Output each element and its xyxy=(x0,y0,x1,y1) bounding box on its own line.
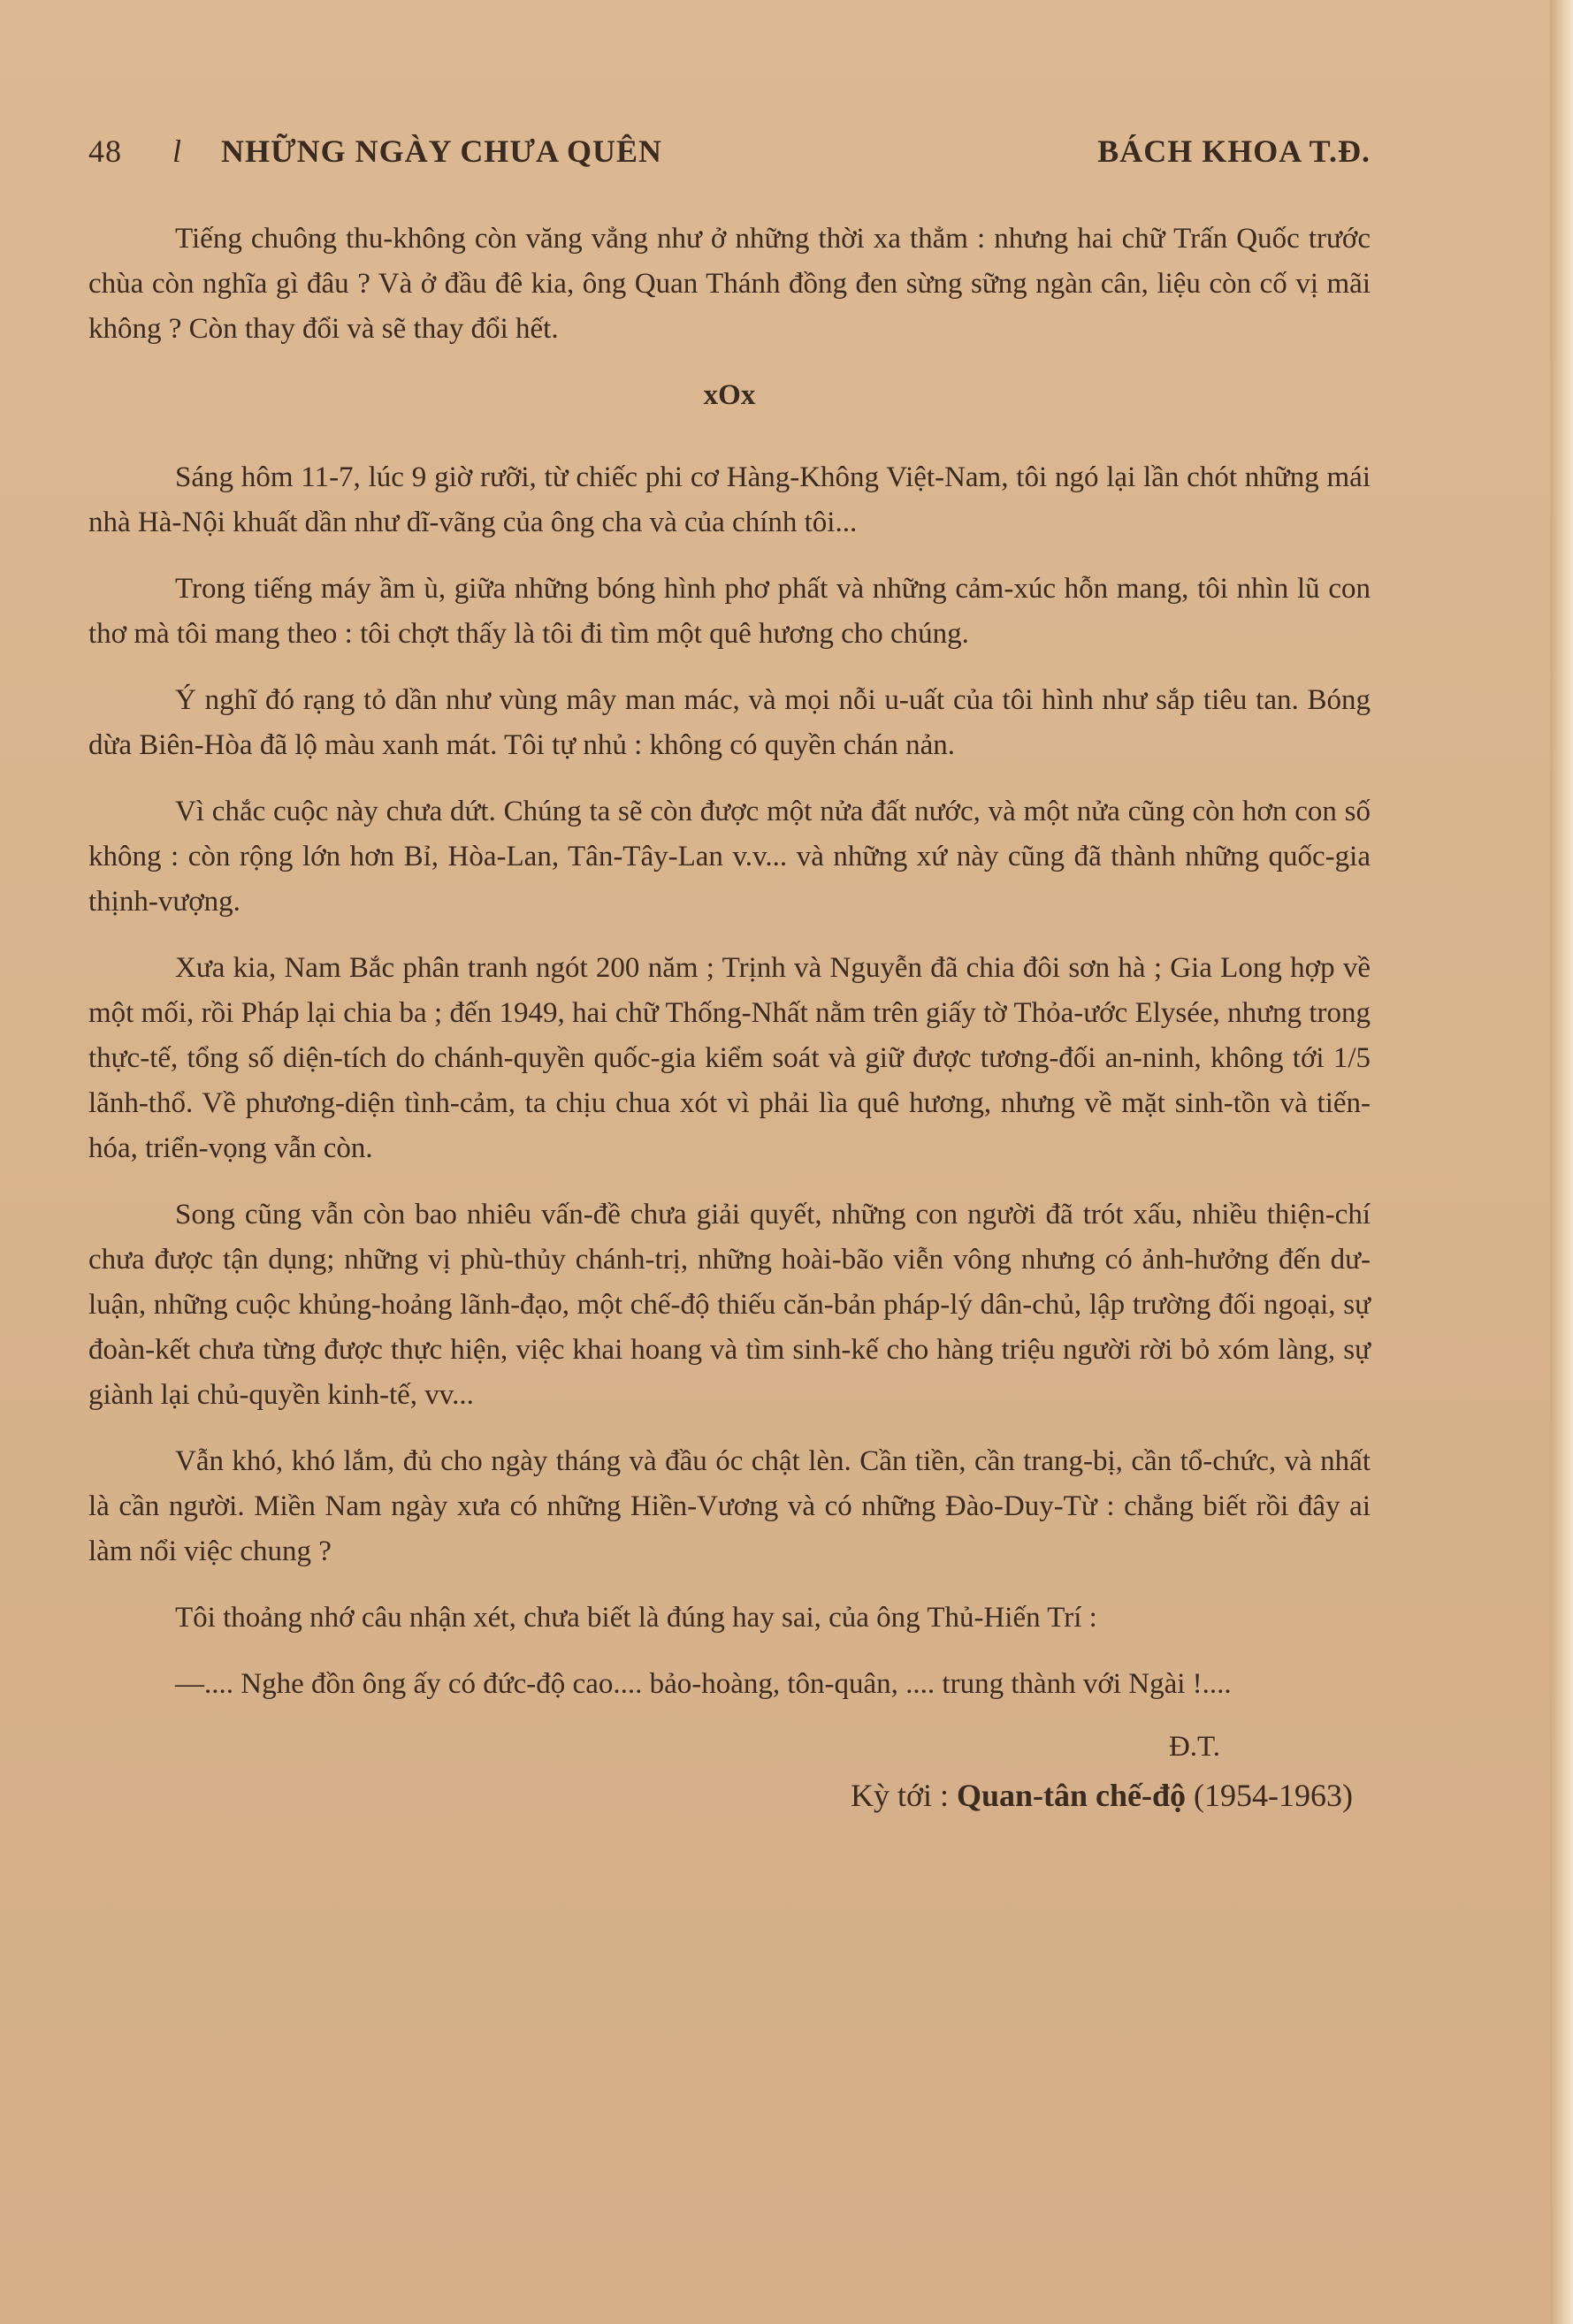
header-separator: l xyxy=(172,133,183,169)
paragraph: Trong tiếng máy ầm ù, giữa những bóng hình phơ phất và những cảm-xúc hỗn mang, tôi nhìn lũ con thơ mà tôi mang theo : tôi chợt thấy là tôi đi tìm một quê hương cho chúng. xyxy=(88,573,1371,650)
article-body xyxy=(88,217,1371,1818)
quote-paragraph: —.... Nghe đồn ông ấy có đức-độ cao.... bảo-hoàng, tôn-quân, .... trung thành với Ngài !.... xyxy=(175,1668,1232,1700)
page-header xyxy=(88,133,1371,186)
next-issue-label: Kỳ tới : xyxy=(850,1778,949,1813)
paragraph: Song cũng vẫn còn bao nhiêu vấn-đề chưa giải quyết, những con người đã trót xấu, nhiều thiện-chí chưa được tận dụng; những vị phù-thủy chánh-trị, những hoài-bão viễn vông nhưng có ảnh-hưởng đến dư-luận, những cuộc khủng-hoảng lãnh-đạo, một chế-độ thiếu căn-bản pháp-lý dân-chủ, lập trường đối ngoại, sự đoàn-kết chưa từng được thực hiện, việc khai hoang và tìm sinh-kế cho hàng triệu người rời bỏ xóm làng, sự giành lại chủ-quyền kinh-tế, vv... xyxy=(88,1199,1371,1411)
next-issue-title: Quan-tân chế-độ xyxy=(957,1778,1187,1813)
paragraph: Xưa kia, Nam Bắc phân tranh ngót 200 năm ; Trịnh và Nguyễn đã chia đôi sơn hà ; Gia Long hợp về một mối, rồi Pháp lại chia ba ; đến 1949, hai chữ Thống-Nhất nằm trên giấy tờ Thỏa-ước Elysée, nhưng trong thực-tế, tổng số diện-tích do chánh-quyền quốc-gia kiểm soát và giữ được tương-đối an-ninh, không tới 1/5 lãnh-thổ. Về phương-diện tình-cảm, ta chịu chua xót vì phải lìa quê hương, nhưng về mặt sinh-tồn và tiến-hóa, triển-vọng vẫn còn. xyxy=(88,952,1371,1164)
paragraph: Vì chắc cuộc này chưa dứt. Chúng ta sẽ còn được một nửa đất nước, và một nửa cũng còn hơn con số không : còn rộng lớn hơn Bỉ, Hòa-Lan, Tân-Tây-Lan v.v... và những xứ này cũng đã thành những quốc-gia thịnh-vượng. xyxy=(88,796,1371,918)
page-spine-edge xyxy=(1550,0,1573,2324)
next-issue-years: (1954-1963) xyxy=(1194,1778,1353,1813)
paragraph: Sáng hôm 11-7, lúc 9 giờ rưỡi, từ chiếc phi cơ Hàng-Không Việt-Nam, tôi ngó lại lần chót những mái nhà Hà-Nội khuất dần như dĩ-vãng của ông cha và của chính tôi... xyxy=(88,461,1371,538)
paragraph: Tôi thoảng nhớ câu nhận xét, chưa biết là đúng hay sai, của ông Thủ-Hiến Trí : xyxy=(175,1602,1097,1634)
paragraph: Vẫn khó, khó lắm, đủ cho ngày tháng và đầu óc chật lèn. Cần tiền, cần trang-bị, cần tổ-chức, và nhất là cần người. Miền Nam ngày xưa có những Hiền-Vương và có những Đào-Duy-Từ : chẳng biết rồi đây ai làm nổi việc chung ? xyxy=(88,1445,1371,1567)
next-issue-note xyxy=(88,1773,1353,1818)
magazine-name: BÁCH KHOA T.Đ. xyxy=(1097,133,1371,169)
paragraph: Ý nghĩ đó rạng tỏ dần như vùng mây man mác, và mọi nỗi u-uất của tôi hình như sắp tiêu tan. Bóng dừa Biên-Hòa đã lộ màu xanh mát. Tôi tự nhủ : không có quyền chán nản. xyxy=(88,684,1371,761)
section-divider: xOx xyxy=(703,379,756,411)
paragraph: Tiếng chuông thu-không còn văng vẳng như ở những thời xa thẳm : nhưng hai chữ Trấn Quốc trước chùa còn nghĩa gì đâu ? Và ở đầu đê kia, ông Quan Thánh đồng đen sừng sững ngàn cân, liệu còn cố vị mãi không ? Còn thay đổi và sẽ thay đổi hết. xyxy=(88,223,1371,345)
page-number: 48 xyxy=(88,133,122,169)
section-title: NHỮNG NGÀY CHƯA QUÊN xyxy=(221,133,662,169)
author-signature: Đ.T. xyxy=(1168,1731,1220,1763)
